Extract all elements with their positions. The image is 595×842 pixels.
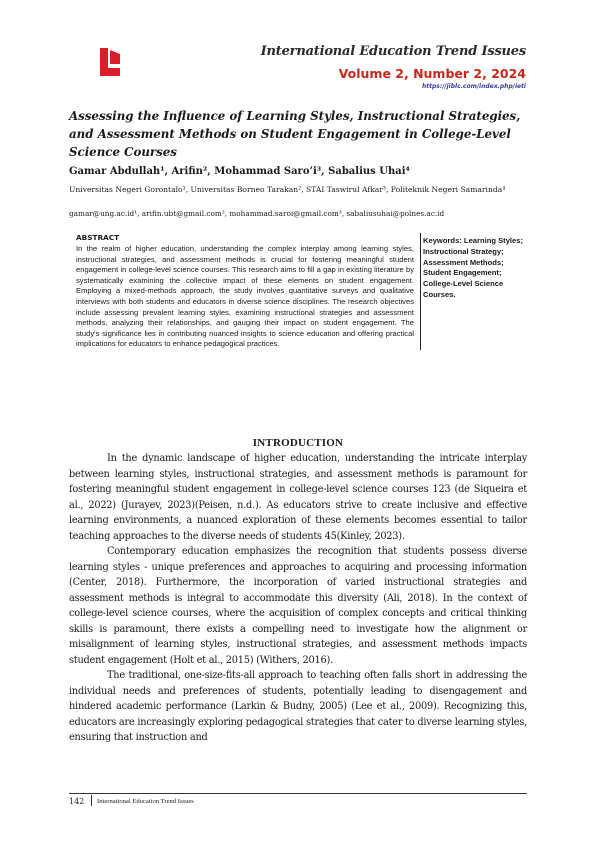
- abstract-text: In the realm of higher education, understanding the complex interplay among learning styles, instructional strategies, and assessment methods is crucial for fostering meaningful student engagement in college-level science courses. This research aims to fill a gap in existing literature by systematically examining the collective impact of these elements on student engagement. Employing a mixed-methods approach, the study involves quantitative surveys and qualitative interviews with both students and educators in diverse science disciplines. The research objectives include assessing prevalent learning styles, examining instructional strategies and assessment methods, analyzing their relationships, and gauging their impact on student engagement. The study's significance lies in contributing nuanced insights to science education and offering practical implications for educators to enhance pedagogical practices.: [76, 244, 414, 349]
- abstract-section: [72, 233, 421, 350]
- volume-info: Volume 2, Number 2, 2024: [338, 66, 526, 81]
- introduction-body: [69, 451, 527, 746]
- journal-logo: [96, 46, 124, 78]
- page-number: 142: [69, 797, 85, 806]
- paper-title: Assessing the Influence of Learning Styles, Instructional Strategies, and Assessment Methods on Student Engagement in College-Level Science Courses: [69, 109, 521, 159]
- author-emails: gamar@ung.ac.id¹, arifin.ubt@gmail.com², mohammad.saroi@gmail.com³, sabaliusuhai@polnes.ac.id: [69, 209, 445, 218]
- footer-separator: [91, 795, 92, 806]
- paragraph: In the dynamic landscape of higher education, understanding the intricate interplay between learning styles, instructional strategies, and assessment methods is paramount for fostering meaningful student engagement in college-level science courses 123 (de Siqueira et al., 2022) (Jurayev, 2023)(Peisen, n.d.). As educators strive to create inclusive and effective learning environments, a nuanced exploration of these elements becomes essential to tailor teaching approaches to the diverse needs of students 45(Kinley, 2023).: [69, 453, 527, 542]
- paragraph: Contemporary education emphasizes the recognition that students possess diverse learning styles - unique preferences and approaches to acquiring and processing information (Center, 2018). Furthermore, the incorporation of varied instructional strategies and assessment methods is integral to accommodate this diversity (Ali, 2018). In the context of college-level science courses, where the acquisition of complex concepts and critical thinking skills is paramount, there exists a compelling need to investigate how the alignment or misalignment of learning styles, instructional strategies, and assessment methods impacts student engagement (Holt et al., 2015) (Withers, 2016).: [69, 546, 527, 666]
- footer-journal-name: International Education Trend Issues: [97, 798, 194, 805]
- journal-url[interactable]: https://jiblc.com/index.php/ieti: [421, 83, 526, 90]
- abstract-heading: ABSTRACT: [76, 233, 120, 242]
- section-heading: INTRODUCTION: [252, 437, 344, 449]
- author-list: Gamar Abdullah¹, Arifin², Mohammad Saro’i³, Sabalius Uhai⁴: [69, 166, 410, 177]
- keywords: Keywords: Learning Styles; Instructional Strategy; Assessment Methods; Student Engagement; College-Level Science Courses.: [423, 236, 524, 299]
- footer-divider: [69, 793, 527, 794]
- logo-icon: [96, 46, 124, 78]
- journal-name: International Education Trend Issues: [260, 44, 526, 59]
- affiliations: Universitas Negeri Gorontalo¹, Universitas Borneo Tarakan², STAI Taswirul Afkar³, Politeknik Negeri Samarinda⁴: [69, 185, 506, 194]
- paragraph: The traditional, one-size-fits-all approach to teaching often falls short in addressing the individual needs and preferences of students, potentially leading to disengagement and hindered academic performance (Larkin & Budny, 2005) (Lee et al., 2009). Recognizing this, educators are increasingly exploring pedagogical strategies that cater to diverse learning styles, ensuring that instruction and: [69, 670, 527, 743]
